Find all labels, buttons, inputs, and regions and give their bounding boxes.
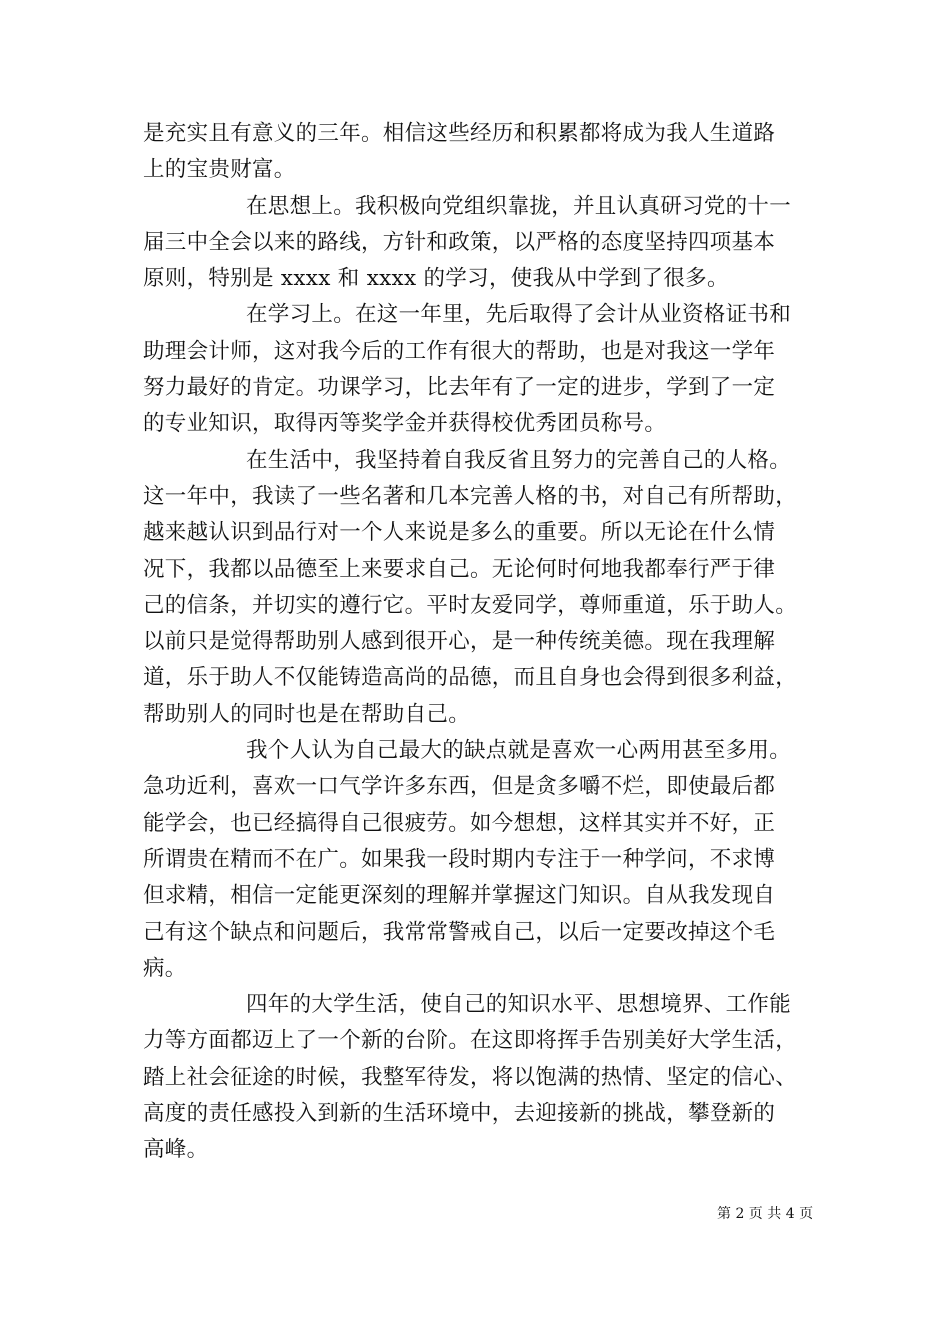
text-line: 努力最好的肯定。功课学习，比去年有了一定的进步，学到了一定: [143, 375, 776, 401]
text-line: 但求精，相信一定能更深刻的理解并掌握这门知识。自从我发现自: [143, 883, 776, 909]
text-line: 能学会，也已经搞得自己很疲劳。如今想想，这样其实并不好，正: [143, 810, 776, 836]
text-line: 上的宝贵财富。: [143, 157, 296, 183]
text-line: 四年的大学生活，使自己的知识水平、思想境界、工作能: [246, 992, 792, 1018]
text-line: 助理会计师，这对我今后的工作有很大的帮助，也是对我这一学年: [143, 338, 776, 364]
text-line: 己的信条，并切实的遵行它。平时友爱同学，尊师重道，乐于助人。: [143, 592, 798, 618]
text-line: 道，乐于助人不仅能铸造高尚的品德，而且自身也会得到很多利益，: [143, 665, 798, 691]
text-line: 这一年中，我读了一些名著和几本完善人格的书，对自己有所帮助，: [143, 483, 798, 509]
text-line: 在学习上。在这一年里，先后取得了会计从业资格证书和: [246, 302, 792, 328]
text-line: 己有这个缺点和问题后，我常常警戒自己，以后一定要改掉这个毛: [143, 919, 776, 945]
text-line: 力等方面都迈上了一个新的台阶。在这即将挥手告别美好大学生活，: [143, 1028, 798, 1054]
text-line: 高度的责任感投入到新的生活环境中，去迎接新的挑战，攀登新的: [143, 1101, 776, 1127]
text-line: 在思想上。我积极向党组织靠拢，并且认真研习党的十一: [246, 193, 792, 219]
text-line: 所谓贵在精而不在广。如果我一段时期内专注于一种学问，不求博: [143, 846, 776, 872]
text-line: 原则，特别是 xxxx 和 xxxx 的学习，使我从中学到了很多。: [143, 266, 729, 292]
text-line: 踏上社会征途的时候，我整军待发，将以饱满的热情、坚定的信心、: [143, 1064, 798, 1090]
text-line: 高峰。: [143, 1137, 209, 1163]
page-number: 第 2 页 共 4 页: [717, 1206, 814, 1222]
text-line: 急功近利，喜欢一口气学许多东西，但是贪多嚼不烂，即使最后都: [143, 774, 776, 800]
text-line: 病。: [143, 955, 187, 981]
body-text: [143, 116, 811, 1169]
text-line: 是充实且有意义的三年。相信这些经历和积累都将成为我人生道路: [143, 121, 776, 146]
text-line: 届三中全会以来的路线，方针和政策，以严格的态度坚持四项基本: [143, 229, 776, 255]
text-line: 我个人认为自己最大的缺点就是喜欢一心两用甚至多用。: [246, 738, 792, 764]
text-line: 的专业知识，取得丙等奖学金并获得校优秀团员称号。: [143, 411, 667, 437]
text-line: 况下，我都以品德至上来要求自己。无论何时何地我都奉行严于律: [143, 556, 776, 582]
text-line: 帮助别人的同时也是在帮助自己。: [143, 701, 471, 727]
text-line: 在生活中，我坚持着自我反省且努力的完善自己的人格。: [246, 447, 792, 473]
text-line: 越来越认识到品行对一个人来说是多么的重要。所以无论在什么情: [143, 520, 776, 546]
text-line: 以前只是觉得帮助别人感到很开心，是一种传统美德。现在我理解: [143, 629, 776, 655]
